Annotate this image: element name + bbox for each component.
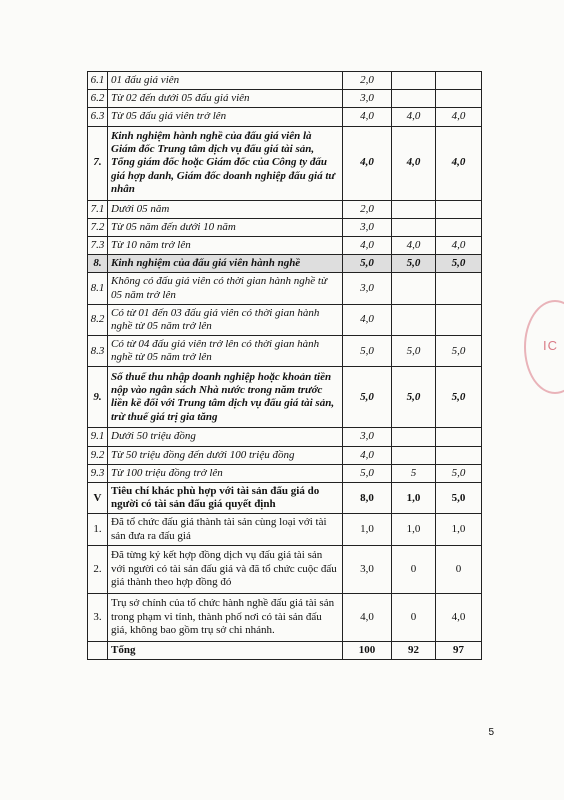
table-row [88, 464, 482, 482]
scoring-table [87, 71, 482, 660]
row-description: Kinh nghiệm hành nghề của đấu giá viên là Giám đốc Trung tâm dịch vụ đấu giá tài sản, Tổng giám đốc hoặc Giám đốc của Công ty đấu giá hợp danh, Giám đốc doanh nghiệp đấu giá tư nhân [108, 126, 343, 200]
score-col-2: 1,0 [392, 483, 436, 514]
score-col-3: 4,0 [436, 126, 482, 200]
max-score: 4,0 [343, 593, 392, 641]
max-score: 5,0 [343, 367, 392, 428]
max-score: 4,0 [343, 304, 392, 335]
score-col-2: 5 [392, 464, 436, 482]
row-number: 2. [88, 545, 108, 593]
row-number: 8. [88, 255, 108, 273]
max-score: 5,0 [343, 255, 392, 273]
table-row [88, 336, 482, 367]
row-description: Dưới 50 triệu đồng [108, 428, 343, 446]
score-col-2 [392, 218, 436, 236]
score-col-2: 1,0 [392, 514, 436, 545]
row-number: V [88, 483, 108, 514]
row-description: Có từ 01 đến 03 đấu giá viên có thời gian hành nghề từ 05 năm trở lên [108, 304, 343, 335]
table-row [88, 446, 482, 464]
score-col-3: 5,0 [436, 336, 482, 367]
row-number: 1. [88, 514, 108, 545]
score-col-3 [436, 72, 482, 90]
score-col-3: 5,0 [436, 255, 482, 273]
score-col-3: 5,0 [436, 464, 482, 482]
table-row [88, 72, 482, 90]
score-col-2: 5,0 [392, 367, 436, 428]
score-col-3 [436, 446, 482, 464]
score-col-3: 0 [436, 545, 482, 593]
table-row [88, 641, 482, 659]
score-col-3 [436, 273, 482, 304]
row-description: Từ 05 năm đến dưới 10 năm [108, 218, 343, 236]
max-score: 100 [343, 641, 392, 659]
row-number: 6.3 [88, 108, 108, 126]
row-description: Kinh nghiệm của đấu giá viên hành nghề [108, 255, 343, 273]
score-col-3 [436, 304, 482, 335]
score-col-3 [436, 218, 482, 236]
score-col-3 [436, 428, 482, 446]
row-description: Từ 05 đấu giá viên trở lên [108, 108, 343, 126]
row-number: 3. [88, 593, 108, 641]
score-col-3: 4,0 [436, 108, 482, 126]
table-row [88, 236, 482, 254]
max-score: 4,0 [343, 446, 392, 464]
row-number: 7.3 [88, 236, 108, 254]
score-col-2 [392, 90, 436, 108]
row-description: Dưới 05 năm [108, 200, 343, 218]
score-col-3: 5,0 [436, 483, 482, 514]
row-number: 7.2 [88, 218, 108, 236]
table-row [88, 593, 482, 641]
row-number: 9.1 [88, 428, 108, 446]
max-score: 4,0 [343, 236, 392, 254]
table-row [88, 483, 482, 514]
max-score: 2,0 [343, 200, 392, 218]
row-description: Từ 100 triệu đồng trở lên [108, 464, 343, 482]
row-number: 7. [88, 126, 108, 200]
score-col-2 [392, 72, 436, 90]
row-number: 8.1 [88, 273, 108, 304]
score-col-2 [392, 304, 436, 335]
max-score: 1,0 [343, 514, 392, 545]
score-col-3 [436, 200, 482, 218]
score-col-2: 4,0 [392, 108, 436, 126]
max-score: 3,0 [343, 273, 392, 304]
score-col-3: 5,0 [436, 367, 482, 428]
row-description: Đã tổ chức đấu giá thành tài sản cùng loại với tài sản đưa ra đấu giá [108, 514, 343, 545]
table-row [88, 428, 482, 446]
score-col-2 [392, 446, 436, 464]
score-col-2: 5,0 [392, 336, 436, 367]
table-row [88, 255, 482, 273]
row-description: Đã từng ký kết hợp đồng dịch vụ đấu giá tài sản với người có tài sản đấu giá và đã tổ chức cuộc đấu giá thành theo hợp đồng đó [108, 545, 343, 593]
row-description: Tiêu chí khác phù hợp với tài sản đấu giá do người có tài sản đấu giá quyết định [108, 483, 343, 514]
table-row [88, 108, 482, 126]
max-score: 3,0 [343, 428, 392, 446]
score-col-2: 4,0 [392, 236, 436, 254]
score-col-2 [392, 273, 436, 304]
max-score: 5,0 [343, 464, 392, 482]
row-number: 9.2 [88, 446, 108, 464]
row-description: Không có đấu giá viên có thời gian hành nghề từ 05 năm trở lên [108, 273, 343, 304]
max-score: 4,0 [343, 108, 392, 126]
table-row [88, 200, 482, 218]
score-col-3 [436, 90, 482, 108]
table-body [88, 72, 482, 660]
row-number: 9. [88, 367, 108, 428]
max-score: 4,0 [343, 126, 392, 200]
row-description: Từ 50 triệu đồng đến dưới 100 triệu đồng [108, 446, 343, 464]
max-score: 3,0 [343, 218, 392, 236]
red-stamp-text: IC [543, 338, 558, 353]
score-col-3: 4,0 [436, 236, 482, 254]
row-number: 8.2 [88, 304, 108, 335]
row-number: 7.1 [88, 200, 108, 218]
score-col-3: 97 [436, 641, 482, 659]
table-row [88, 90, 482, 108]
table-row [88, 545, 482, 593]
row-number [88, 641, 108, 659]
table-row [88, 514, 482, 545]
row-description: Từ 10 năm trở lên [108, 236, 343, 254]
row-description: Trụ sở chính của tổ chức hành nghề đấu giá tài sản trong phạm vi tỉnh, thành phố nơi có tài sản đấu giá, không bao gồm trụ sở chi nhánh. [108, 593, 343, 641]
row-description: Có từ 04 đấu giá viên trở lên có thời gian hành nghề từ 05 năm trở lên [108, 336, 343, 367]
page-number: 5 [488, 727, 494, 738]
max-score: 2,0 [343, 72, 392, 90]
row-description: Từ 02 đến dưới 05 đấu giá viên [108, 90, 343, 108]
score-col-2: 4,0 [392, 126, 436, 200]
max-score: 8,0 [343, 483, 392, 514]
score-col-3: 4,0 [436, 593, 482, 641]
row-number: 9.3 [88, 464, 108, 482]
table-row [88, 273, 482, 304]
score-col-2: 5,0 [392, 255, 436, 273]
max-score: 5,0 [343, 336, 392, 367]
score-col-2: 92 [392, 641, 436, 659]
row-number: 6.1 [88, 72, 108, 90]
row-number: 6.2 [88, 90, 108, 108]
score-col-2 [392, 428, 436, 446]
row-number: 8.3 [88, 336, 108, 367]
max-score: 3,0 [343, 90, 392, 108]
row-description: 01 đấu giá viên [108, 72, 343, 90]
table-row [88, 126, 482, 200]
max-score: 3,0 [343, 545, 392, 593]
row-description: Tổng [108, 641, 343, 659]
score-col-2 [392, 200, 436, 218]
score-col-3: 1,0 [436, 514, 482, 545]
table-row [88, 367, 482, 428]
row-description: Số thuế thu nhập doanh nghiệp hoặc khoản tiền nộp vào ngân sách Nhà nước trong năm trước liền kề đối với Trung tâm dịch vụ đấu giá tài sản, trừ thuế giá trị gia tăng [108, 367, 343, 428]
score-col-2: 0 [392, 593, 436, 641]
score-col-2: 0 [392, 545, 436, 593]
table-row [88, 218, 482, 236]
table-row [88, 304, 482, 335]
